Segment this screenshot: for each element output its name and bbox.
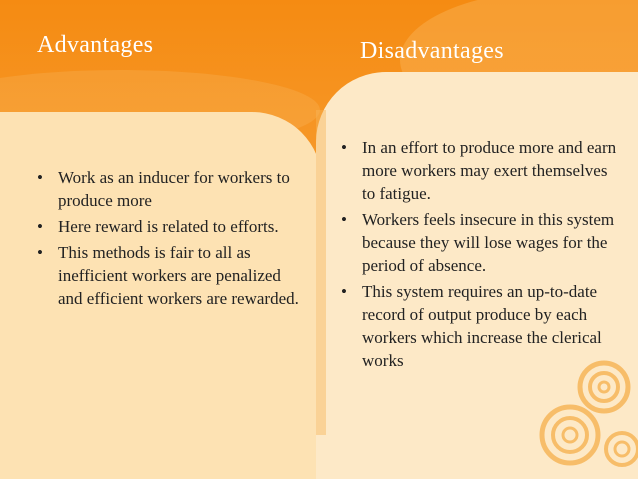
disadvantage-text: This system requires an up-to-date record of output produce by each workers which increase the clerical works xyxy=(362,282,602,370)
swirl-rings-icon xyxy=(530,345,638,479)
bullet-icon: • xyxy=(341,210,347,229)
advantage-text: Work as an inducer for workers to produce more xyxy=(58,168,290,210)
disadvantages-list xyxy=(334,136,624,375)
advantages-list xyxy=(30,166,305,313)
bullet-icon: • xyxy=(341,138,347,157)
bullet-icon: • xyxy=(37,217,43,236)
advantages-heading: Advantages xyxy=(37,32,154,58)
bullet-icon: • xyxy=(341,282,347,301)
list-item xyxy=(334,136,624,205)
advantage-text: Here reward is related to efforts. xyxy=(58,217,279,236)
list-item xyxy=(30,166,305,212)
disadvantage-text: Workers feels insecure in this system because they will lose wages for the period of absence. xyxy=(362,210,615,275)
list-item xyxy=(30,241,305,310)
disadvantage-text: In an effort to produce more and earn more workers may exert themselves to fatigue. xyxy=(362,138,617,203)
column-divider xyxy=(316,110,326,435)
list-item xyxy=(334,208,624,277)
bullet-icon: • xyxy=(37,168,43,187)
bullet-icon: • xyxy=(37,243,43,262)
advantage-text: This methods is fair to all as inefficient workers are penalized and efficient workers are rewarded. xyxy=(58,243,299,308)
disadvantages-heading: Disadvantages xyxy=(360,38,504,64)
list-item xyxy=(30,215,305,238)
